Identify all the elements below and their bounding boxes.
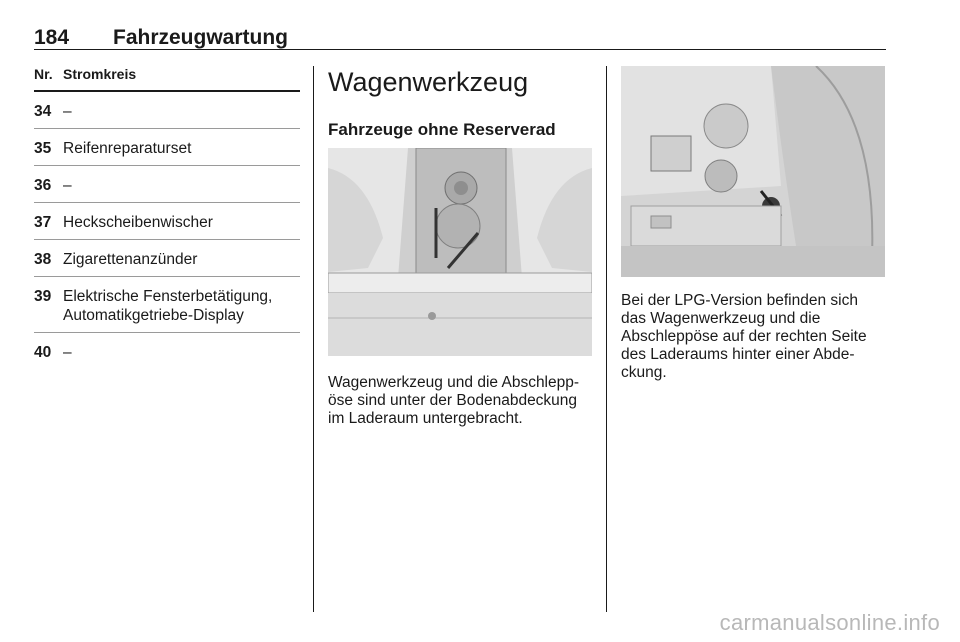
row-circuit: – — [63, 103, 72, 120]
section-subtitle: Fahrzeuge ohne Reserverad — [328, 120, 556, 139]
row-circuit: Zigarettenanzünder — [63, 251, 198, 268]
column-divider — [606, 66, 607, 612]
table-row — [34, 333, 300, 369]
figure-lpg-right-side — [621, 66, 885, 277]
column-header-nr: Nr. — [34, 66, 53, 82]
row-circuit: Elektrische Fensterbetätigung, Automatikgetriebe-Display — [63, 288, 273, 324]
row-number: 34 — [34, 103, 52, 120]
page-title: Fahrzeugwartung — [113, 26, 289, 49]
watermark: carmanualsonline.info — [719, 610, 940, 635]
table-row — [34, 277, 300, 333]
fuse-table-header — [34, 66, 300, 90]
row-number: 35 — [34, 140, 52, 157]
row-number: 40 — [34, 344, 52, 361]
tools-section — [328, 66, 592, 427]
row-number: 39 — [34, 288, 52, 305]
figure-trunk-floor-tools — [328, 148, 592, 356]
fuse-table — [34, 66, 300, 369]
table-row — [34, 129, 300, 166]
column-divider — [313, 66, 314, 612]
figure-caption: Wagenwerkzeug und die Abschlepp-öse sind unter der Bodenabdeckung im Laderaum untergebracht. — [328, 374, 580, 427]
row-number: 36 — [34, 177, 52, 194]
figure-caption: Bei der LPG-Version befinden sich das Wagenwerkzeug und die Abschleppöse auf der rechten Seite des Laderaums hinter einer Abde-ckung. — [621, 292, 867, 381]
column-header-circuit: Stromkreis — [63, 66, 137, 82]
row-number: 38 — [34, 251, 52, 268]
header-rule — [34, 49, 886, 50]
page-number: 184 — [34, 26, 70, 49]
row-number: 37 — [34, 214, 52, 231]
table-row — [34, 203, 300, 240]
row-circuit: – — [63, 344, 72, 361]
section-title: Wagenwerkzeug — [328, 67, 529, 97]
row-circuit: Heckscheibenwischer — [63, 214, 213, 231]
table-row — [34, 92, 300, 129]
row-circuit: – — [63, 177, 72, 194]
table-row — [34, 240, 300, 277]
row-circuit: Reifenreparaturset — [63, 140, 192, 157]
table-row — [34, 166, 300, 203]
